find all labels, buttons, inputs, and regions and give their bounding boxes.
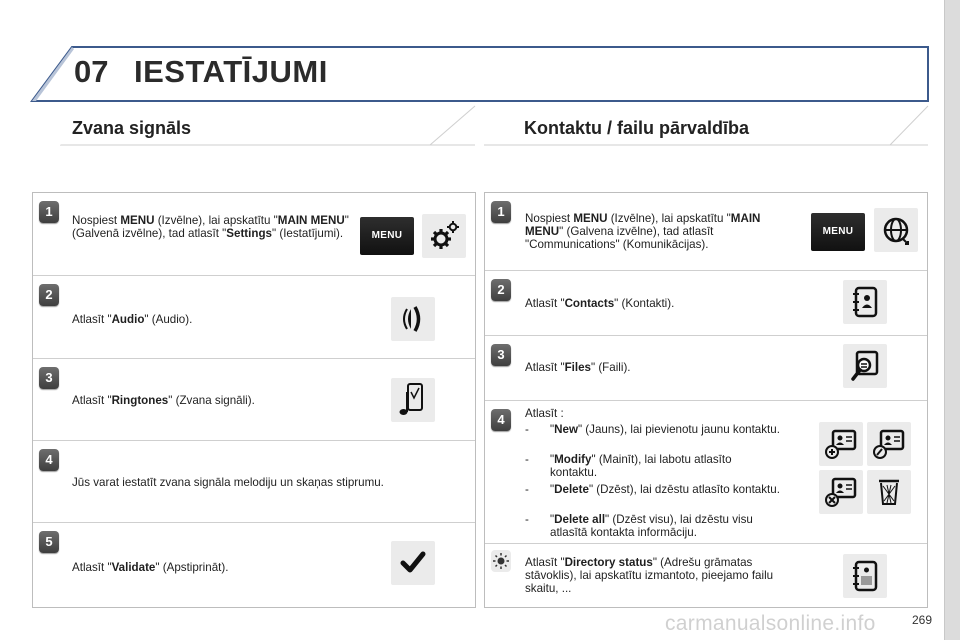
sun-icon <box>491 550 511 572</box>
checkmark-icon <box>391 541 435 585</box>
step-number-badge: 1 <box>491 201 511 223</box>
bullet-dash: - <box>525 423 529 436</box>
right-step-1 <box>485 193 927 270</box>
step-number-badge: 3 <box>491 344 511 366</box>
directory-status-icon <box>843 554 887 598</box>
info-badge <box>491 550 511 572</box>
settings-icon <box>422 214 466 258</box>
menu-button: MENU <box>811 213 865 251</box>
right-step-2 <box>485 270 927 335</box>
watermark: carmanualsonline.info <box>665 612 876 635</box>
audio-icon <box>391 297 435 341</box>
right-step-1-text: Nospiest MENU (Izvēlne), lai apskatītu "MAIN MENU" (Galvena izvēlne), tad atlasīt "Communications" (Komunikācijas). <box>525 212 761 251</box>
right-steps-panel <box>484 192 928 608</box>
page-number: 269 <box>912 613 933 627</box>
left-step-4 <box>33 440 475 522</box>
right-step-3 <box>485 335 927 400</box>
bullet-new-text: "New" (Jauns), lai pievienotu jaunu kontaktu. <box>550 423 780 436</box>
step-number-badge: 2 <box>39 284 59 306</box>
bullet-delete-all-text: "Delete all" (Dzēst visu), lai dzēstu visu atlasītā kontakta informāciju. <box>550 513 753 539</box>
left-step-2-text: Atlasīt "Audio" (Audio). <box>72 313 193 326</box>
left-step-1-text: Nospiest MENU (Izvēlne), lai apskatītu "MAIN MENU" (Galvenā izvēlne), tad atlasīt "Settings" (Iestatījumi). <box>72 214 349 240</box>
left-step-1 <box>33 193 475 275</box>
delete-all-trash-icon <box>867 470 911 514</box>
bullet-delete-text: "Delete" (Dzēst), lai dzēstu atlasīto kontaktu. <box>550 483 780 496</box>
communications-globe-icon <box>874 208 918 252</box>
delete-contact-icon <box>819 470 863 514</box>
bullet-dash: - <box>525 513 529 526</box>
left-step-3 <box>33 358 475 440</box>
left-step-2 <box>33 275 475 358</box>
right-step-4 <box>485 400 927 543</box>
right-step-directory-text: Atlasīt "Directory status" (Adrešu grāmatas stāvoklis), lai apskatītu izmantoto, pieejamo failu skaitu, ... <box>525 556 774 595</box>
step-number-badge: 5 <box>39 531 59 553</box>
contacts-book-icon <box>843 280 887 324</box>
chapter-title: IESTATĪJUMI <box>134 54 328 89</box>
bullet-dash: - <box>525 483 529 496</box>
new-contact-icon <box>819 422 863 466</box>
ringtone-icon <box>391 378 435 422</box>
left-step-4-text: Jūs varat iestatīt zvana signāla melodiju un skaņas stiprumu. <box>72 476 384 489</box>
bullet-dash: - <box>525 453 529 466</box>
left-step-5-text: Atlasīt "Validate" (Apstiprināt). <box>72 561 229 574</box>
step-number-badge: 3 <box>39 367 59 389</box>
right-step-3-text: Atlasīt "Files" (Faili). <box>525 361 631 374</box>
chapter-number: 07 <box>74 54 109 89</box>
step-number-badge: 2 <box>491 279 511 301</box>
section-title-ringtone: Zvana signāls <box>72 118 192 138</box>
left-step-5 <box>33 522 475 608</box>
section-title-contacts: Kontaktu / failu pārvaldība <box>524 118 750 138</box>
files-search-icon <box>843 344 887 388</box>
side-stripe <box>944 0 960 640</box>
right-step-2-text: Atlasīt "Contacts" (Kontakti). <box>525 297 675 310</box>
modify-contact-icon <box>867 422 911 466</box>
menu-button: MENU <box>360 217 414 255</box>
left-step-3-text: Atlasīt "Ringtones" (Zvana signāli). <box>72 394 255 407</box>
bullet-modify-text: "Modify" (Mainīt), lai labotu atlasīto kontaktu. <box>550 453 732 479</box>
right-step-directory-status <box>485 543 927 608</box>
step-number-badge: 4 <box>39 449 59 471</box>
left-steps-panel <box>32 192 476 608</box>
step-number-badge: 4 <box>491 409 511 431</box>
step-number-badge: 1 <box>39 201 59 223</box>
right-step-4-intro: Atlasīt : <box>525 407 564 420</box>
